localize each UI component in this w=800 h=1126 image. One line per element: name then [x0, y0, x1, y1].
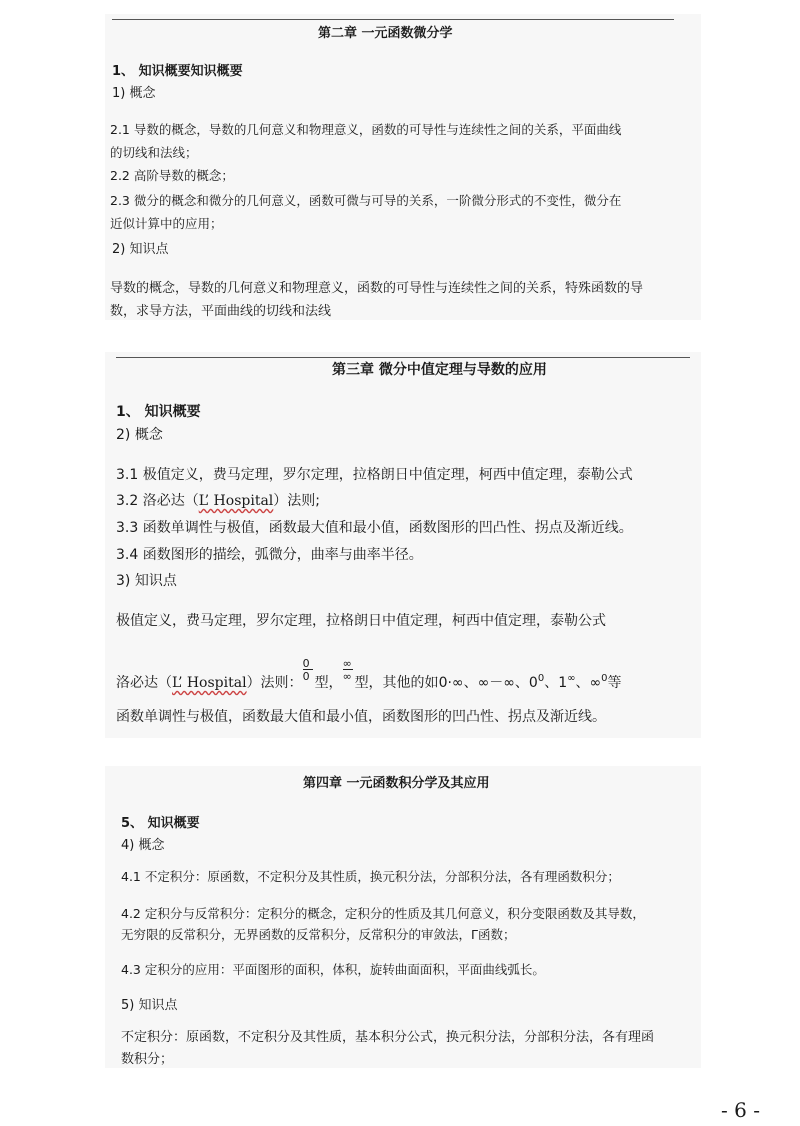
- chapter3-item-3-1: 3.1 极值定义，费马定理，罗尔定理，拉格朗日中值定理，柯西中值定理，泰勒公式: [116, 467, 633, 483]
- chapter3-item-3-2-suffix: ）法则;: [273, 493, 320, 509]
- chapter3-knowledge-3: 函数单调性与极值，函数最大值和最小值，函数图形的凹凸性、拐点及渐近线。: [116, 709, 606, 725]
- chapter3-item-3-2-prefix: 3.2 洛必达（: [116, 493, 199, 509]
- etc-label: 等: [607, 675, 622, 691]
- chapter2-concept-label: 1) 概念: [112, 86, 156, 101]
- chapter2-knowledge-a: 导数的概念，导数的几何意义和物理意义，函数的可导性与连续性之间的关系，特殊函数的导: [110, 281, 644, 296]
- lhospital-prefix: 洛必达（: [116, 675, 172, 691]
- chapter2-knowledge-b: 数，求导方法，平面曲线的切线和法线: [110, 304, 332, 319]
- chapter4-section-heading: 5、 知识概要: [121, 816, 200, 831]
- chapter3-item-3-2: [116, 490, 320, 510]
- page-number: - 6 -: [721, 1098, 760, 1122]
- chapter3-knowledge-2: [116, 657, 622, 692]
- chapter2-item-2-3b: 近似计算中的应用；: [110, 216, 223, 231]
- type-label-1: 型，: [314, 675, 343, 691]
- chapter4-item-4-2b: 无穷限的反常积分，无界函数的反常积分，反常积分的审敛法，Γ函数；: [121, 927, 516, 942]
- sup-zero-2: 0: [601, 673, 608, 684]
- indeterminate-inf: 、∞: [575, 675, 602, 691]
- chapter3-knowledge-label: 3) 知识点: [116, 573, 177, 589]
- chapter4-item-4-1: 4.1 不定积分：原函数，不定积分及其性质，换元积分法，分部积分法，各有理函数积分；: [121, 869, 620, 884]
- chapter2-knowledge-label: 2) 知识点: [112, 242, 169, 257]
- chapter2-item-2-1a: 2.1 导数的概念，导数的几何意义和物理意义，函数的可导性与连续性之间的关系，平面曲线: [110, 122, 622, 137]
- chapter3-title: 第三章 微分中值定理与导数的应用: [332, 362, 547, 378]
- chapter3-concept-label: 2) 概念: [116, 427, 163, 443]
- chapter2-section-heading: 1、 知识概要知识概要: [112, 64, 243, 79]
- chapter2-title: 第二章 一元函数微分学: [318, 26, 453, 41]
- chapter4-concept-label: 4) 概念: [121, 838, 165, 853]
- sup-zero-1: 0: [537, 673, 545, 684]
- sup-infinity: ∞: [567, 673, 576, 684]
- chapter3-section-heading: 1、 知识概要: [116, 404, 201, 420]
- fraction-numerator-inf: ∞: [342, 657, 352, 670]
- fraction-denominator: 0: [302, 670, 310, 683]
- chapter3-item-3-3: 3.3 函数单调性与极值，函数最大值和最小值，函数图形的凹凸性、拐点及渐近线。: [116, 520, 633, 536]
- inf-over-inf-fraction: [342, 657, 355, 687]
- chapter4-item-4-2a: 4.2 定积分与反常积分：定积分的概念，定积分的性质及其几何意义，积分变限函数及其导数，: [121, 906, 645, 921]
- chapter3-knowledge-1: 极值定义，费马定理，罗尔定理，拉格朗日中值定理，柯西中值定理，泰勒公式: [116, 613, 606, 629]
- lhospital-term-2: L’ Hospital: [172, 675, 247, 691]
- fraction-denominator-inf: ∞: [342, 670, 352, 683]
- chapter2-item-2-3a: 2.3 微分的概念和微分的几何意义，函数可微与可导的关系，一阶微分形式的不变性，微分在: [110, 193, 622, 208]
- lhospital-rule-label: ）法则：: [246, 675, 303, 691]
- indeterminate-one: 、1: [544, 675, 568, 691]
- chapter3-rule: [116, 357, 690, 358]
- lhospital-term: L’ Hospital: [198, 493, 274, 509]
- chapter3-item-3-4: 3.4 函数图形的描绘，弧微分，曲率与曲率半径。: [116, 547, 423, 563]
- indeterminate-forms: 0·∞、∞－∞、0: [438, 675, 538, 691]
- chapter2-rule: [112, 19, 674, 20]
- chapter2-item-2-1b: 的切线和法线；: [110, 145, 198, 160]
- chapter2-item-2-2: 2.2 高阶导数的概念；: [110, 168, 234, 183]
- chapter4-knowledge-b: 数积分；: [121, 1052, 174, 1067]
- type-label-2: 型，其他的如: [354, 675, 439, 691]
- chapter4-knowledge-a: 不定积分：原函数，不定积分及其性质，基本积分公式，换元积分法，分部积分法，各有理函: [121, 1030, 655, 1045]
- zero-over-zero-fraction: [302, 657, 315, 687]
- fraction-numerator: 0: [302, 657, 310, 670]
- chapter4-item-4-3: 4.3 定积分的应用：平面图形的面积，体积，旋转曲面面积，平面曲线弧长。: [121, 962, 545, 977]
- chapter4-title: 第四章 一元函数积分学及其应用: [303, 776, 490, 791]
- chapter4-knowledge-label: 5) 知识点: [121, 998, 178, 1013]
